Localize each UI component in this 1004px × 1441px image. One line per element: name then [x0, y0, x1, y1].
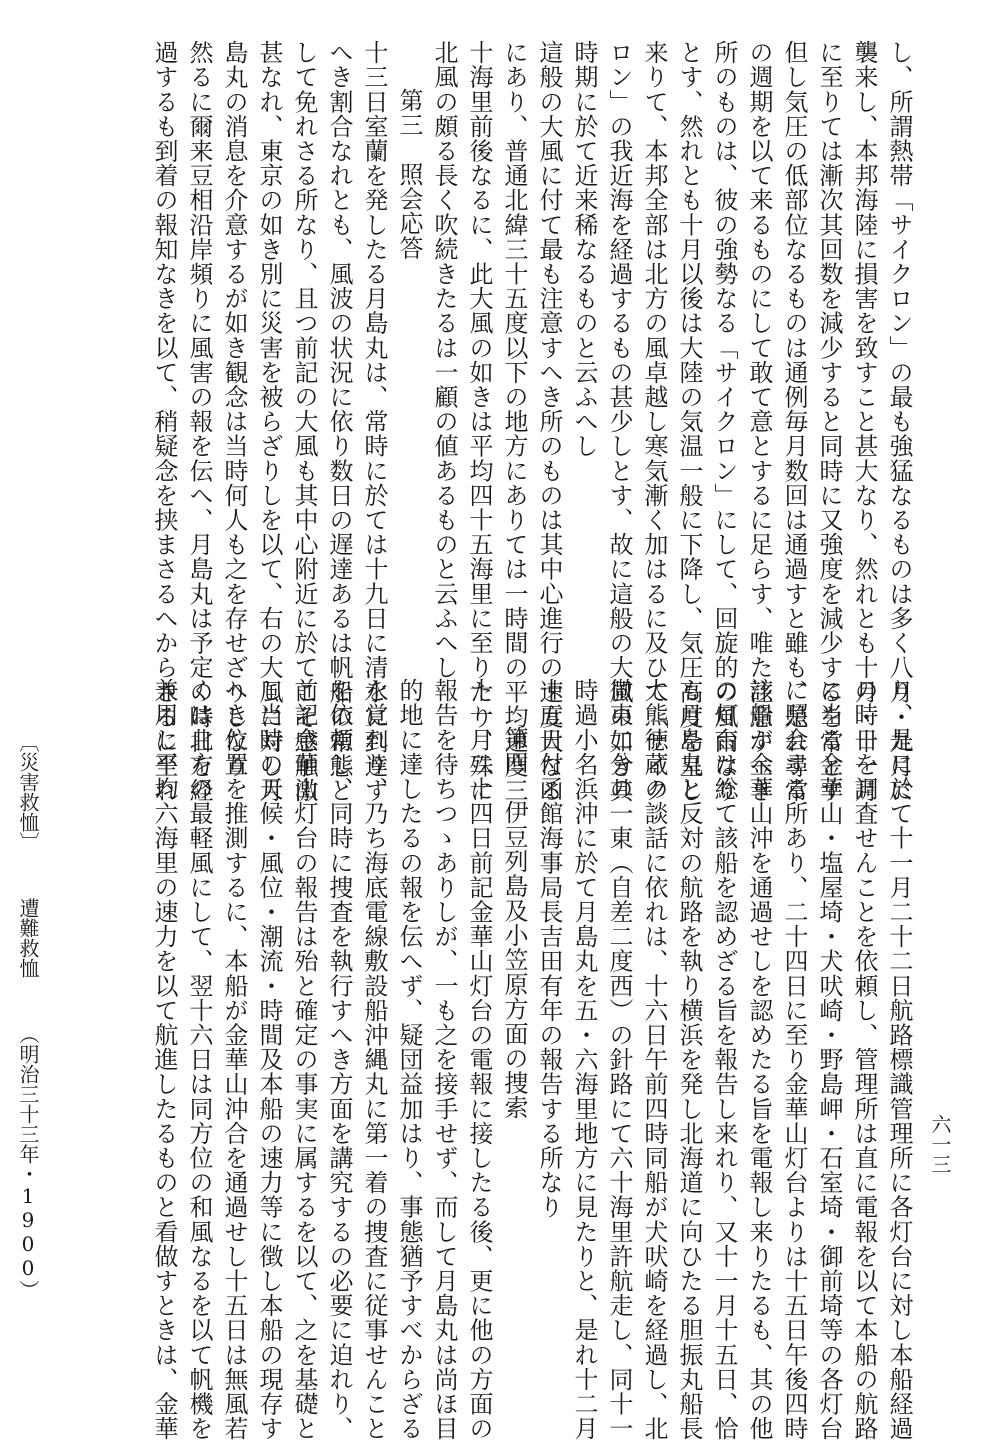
upper-text-line: 来りて、本邦全部は北方の風卓越し寒気漸く加はるに及ひて「サイク	[640, 40, 668, 803]
lower-text-line: 前記金華山灯台の報告は殆と確定の事実に属するを以て、之を基礎と	[290, 678, 318, 1441]
upper-text-line: にあり、普通北緯三十五度以下の地方にありては一時間の平均速度三	[500, 40, 528, 803]
upper-text-line: し、所謂熱帯「サイクロン」の最も強猛なるものは多く八月・九月に	[885, 40, 913, 803]
upper-text-line: 襲来し、本邦海陸に損害を致すこと甚大なり、然れとも十月・十一月	[850, 40, 878, 803]
lower-text-line: 大熊徳蔵の談話に依れは、十六日午前四時同船が犬吠崎を経過し、北	[640, 678, 668, 1441]
lower-text-line: 十一月二十四日前記金華山灯台の電報に接したる後、更に他の方面の	[465, 678, 493, 1441]
lower-section-heading: 第四 伊豆列島及小笠原方面の捜索	[500, 726, 528, 1120]
upper-text-line: 所のものは、彼の強勢なる「サイクロン」にして、回旋的の風雨なり	[710, 40, 738, 803]
upper-text-line: 時期に於て近来稀なるものと云ふへし	[570, 40, 598, 459]
lower-text-line: に照会する所あり、二十四日に至り金華山灯台よりは十五日午後四時	[780, 678, 808, 1441]
lower-text-line: り、是に於て十一月二十二日航路標識管理所に各灯台に対し本船経過	[885, 678, 913, 1441]
upper-text-line: 這般の大風に付て最も注意すへき所のものは其中心進行の速度大なる	[535, 40, 563, 803]
running-header-category: 〔災害救恤〕	[16, 732, 40, 852]
lower-text-block	[86, 678, 916, 1441]
lower-text-line: 微東二分の一東（自差二度西）の針路にて六十海里許航走し、同十一	[605, 678, 633, 1441]
upper-text-line: 島丸の消息を介意するが如き観念は当時何人も之を存せざりしなり	[220, 40, 248, 778]
running-header-title: 遭難救恤	[16, 898, 40, 978]
upper-text-line: 十三日室蘭を発したる月島丸は、常時に於ては十九日に清水に到達す	[360, 40, 388, 803]
lower-text-line: の時日を調査せんことを依頼し、管理所は直に電報を以て本船の航路	[850, 678, 878, 1441]
upper-text-line: へき割合なれとも、風波の状況に依り数日の遅達あるは帆船の常態と	[325, 40, 353, 803]
upper-section-heading: 第三 照会応答	[395, 88, 423, 261]
upper-text-line: 然るに爾来豆相沿岸頻りに風害の報を伝へ、月島丸は予定の時日を経	[185, 40, 213, 803]
running-header-date: （明治三十三年・1900）	[16, 1024, 40, 1300]
upper-text-line: 過するも到着の報知なきを以て、稍疑念を挟まさるへからさるに至れ	[150, 40, 178, 803]
lower-text-line: の灯台は総て該船を認めざる旨を報告し来れり、又十一月十五日、恰	[710, 678, 738, 1441]
lower-text-line: に当る金華山・塩屋埼・犬吠崎・野島岬・石室埼・御前埼等の各灯台	[815, 678, 843, 1441]
lower-text-line: へき位置を推測するに、本船が金華山沖合を通過せし十五日は無風若	[220, 678, 248, 1441]
upper-text-line: 北風の頗る長く吹続きたるは一顧の値あるものと云ふへし	[430, 40, 458, 680]
upper-text-line: 十海里前後なるに、此大風の如きは平均四十五海里に至りたり、殊に	[465, 40, 493, 803]
lower-text-line: 時過小名浜沖に於て月島丸を五・六海里地方に見たりと、是れ十二月	[570, 678, 598, 1441]
lower-text-line: 十五日付函館海事局長吉田有年の報告する所なり	[535, 678, 563, 1220]
upper-text-line: 甚なれ、東京の如き別に災害を被らざりしを以て、右の大風に対し月	[255, 40, 283, 803]
lower-text-line: を覚れり、乃ち海底電線敷設船沖縄丸に第一着の捜査に従事せんこと	[360, 678, 388, 1441]
upper-text-line: ロン」の我近海を経過するもの甚少しとす、故に這般の大風の如き其	[605, 40, 633, 803]
running-header	[14, 732, 42, 1300]
upper-text-line: して免れさる所なり、且つ前記の大風も其中心附近に於てこそ感触激	[290, 40, 318, 803]
upper-text-block	[86, 40, 916, 803]
lower-text-line: 的地に達したるの報を伝へず、疑団益加はり、事態猶予すべからざる	[395, 678, 423, 1441]
lower-text-line: も月島丸と反対の航路を執り横浜を発し北海道に向ひたる胆振丸船長	[675, 678, 703, 1441]
lower-text-line: くは北方の最軽風にして、翌十六日は同方位の和風なるを以て帆機を	[185, 678, 213, 1441]
lower-text-line: を依頼し、同時に捜査を執行すへき方面を講究するの必要に迫れり、	[325, 678, 353, 1441]
upper-text-line: に至りては漸次其回数を減少すると同時に又強度を減少するを常とす	[815, 40, 843, 803]
upper-text-line: 但し気圧の低部位なるものは通例毎月数回は通過すと雖も、是れ尋常	[780, 40, 808, 803]
page-number: 六一三	[928, 1114, 952, 1174]
lower-text-line: 報告を待ちつゝありしが、一も之を接手せず、而して月島丸は尚ほ目	[430, 678, 458, 1441]
upper-text-line: の週期を以て来るものにして敢て意とするに足らす、唯た注意すへき	[745, 40, 773, 803]
upper-text-line: とす、然れとも十月以後は大陸の気温一般に下降し、気圧高度を呈し	[675, 40, 703, 803]
lower-text-line: 該船が金華山沖を通過せしを認めたる旨を電報し来りたるも、其の他	[745, 678, 773, 1441]
lower-text-line: 兼用し平均六海里の速力を以て航進したるものと看做すときは、金華	[150, 678, 178, 1441]
lower-text-line: し当時の天候・風位・潮流・時間及本船の速力等に徴し本船の現存す	[255, 678, 283, 1441]
